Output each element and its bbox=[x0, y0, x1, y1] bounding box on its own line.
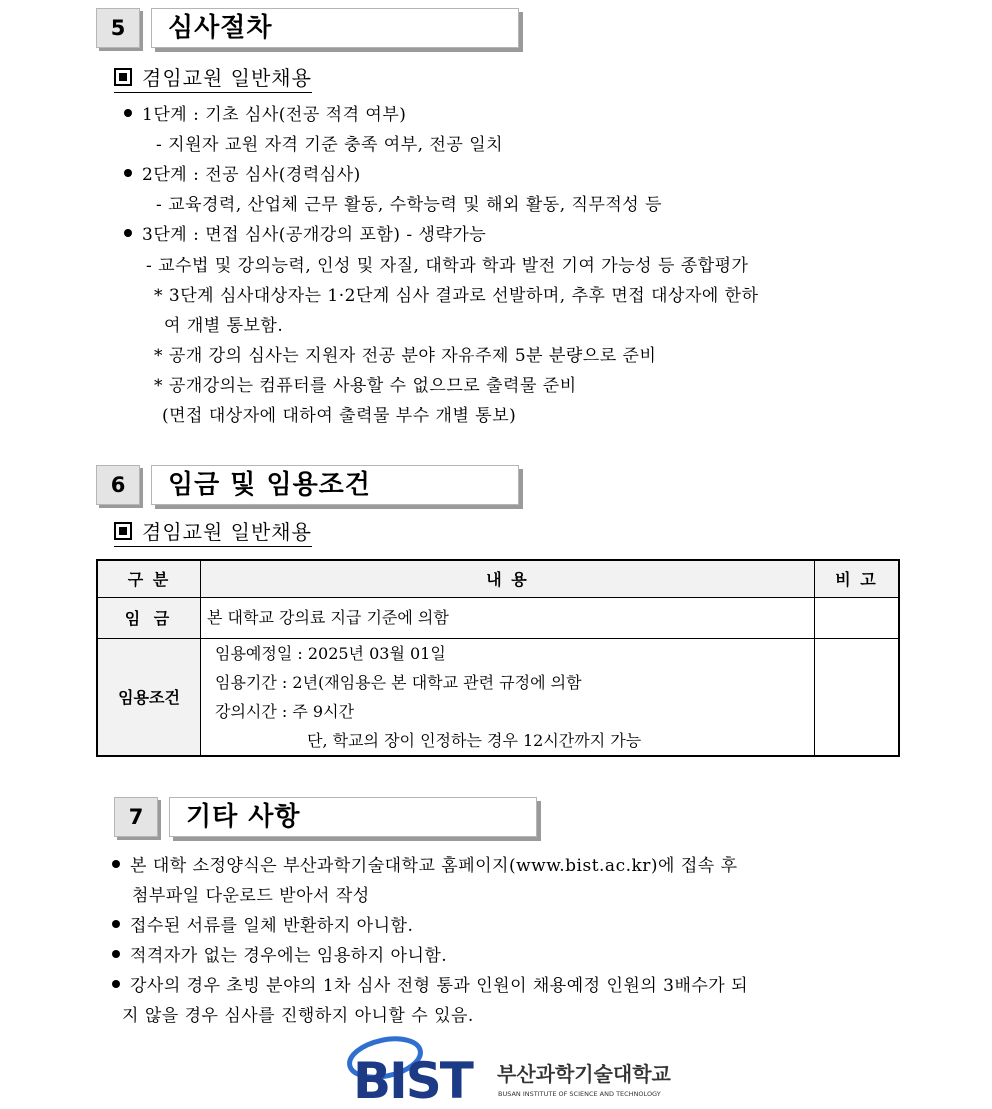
section-title: 임금 및 임용조건 bbox=[151, 465, 519, 505]
section-5-header bbox=[96, 8, 526, 52]
row-note bbox=[815, 597, 900, 638]
logo-name-en: BUSAN INSTITUTE OF SCIENCE AND TECHNOLOGY bbox=[498, 1090, 661, 1098]
header-note: 비 고 bbox=[815, 560, 900, 597]
square-bullet-icon bbox=[114, 68, 132, 86]
cell-line: 강의시간 : 주 9시간 bbox=[215, 701, 355, 721]
bullet-icon bbox=[124, 109, 132, 117]
section-7-header bbox=[114, 797, 544, 841]
list-item: * 공개 강의 심사는 지원자 전공 분야 자유주제 5분 분량으로 준비 bbox=[154, 346, 657, 366]
list-item: * 공개강의는 컴퓨터를 사용할 수 없으므로 출력물 준비 bbox=[154, 376, 577, 396]
row-label: 임 금 bbox=[97, 597, 201, 638]
list-item: 본 대학 소정양식은 부산과학기술대학교 홈페이지(www.bist.ac.kr)에 접속 후 bbox=[112, 851, 738, 876]
bullet-icon bbox=[112, 980, 120, 988]
list-item: 적격자가 없는 경우에는 임용하지 아니함. bbox=[112, 941, 447, 966]
list-item: 접수된 서류를 일체 반환하지 아니함. bbox=[112, 911, 413, 936]
list-item: 여 개별 통보함. bbox=[164, 316, 284, 336]
table-header-row bbox=[97, 560, 899, 597]
row-note bbox=[815, 638, 900, 756]
employment-conditions-table bbox=[96, 559, 900, 757]
section-title: 심사절차 bbox=[151, 8, 519, 48]
section-5-subhead: 겸임교원 일반채용 bbox=[114, 62, 312, 93]
section-6-header bbox=[96, 465, 526, 509]
bullet-icon bbox=[124, 169, 132, 177]
list-item: * 3단계 심사대상자는 1·2단계 심사 결과로 선발하며, 추후 면접 대상자에 한하 bbox=[154, 286, 759, 306]
cell-line: 단, 학교의 장이 인정하는 경우 12시간까지 가능 bbox=[307, 730, 642, 750]
bullet-icon bbox=[112, 860, 120, 868]
list-item: 첨부파일 다운로드 받아서 작성 bbox=[132, 886, 370, 906]
section-title: 기타 사항 bbox=[169, 797, 537, 837]
list-item: 2단계 : 전공 심사(경력심사) bbox=[124, 160, 361, 185]
list-item: - 교수법 및 강의능력, 인성 및 자질, 대학과 학과 발전 기여 가능성 등 종합평가 bbox=[146, 256, 749, 276]
bullet-icon bbox=[124, 229, 132, 237]
header-category: 구 분 bbox=[97, 560, 201, 597]
bullet-icon bbox=[112, 950, 120, 958]
row-content bbox=[201, 638, 815, 756]
bist-logo bbox=[345, 1032, 671, 1104]
logo-name-ko: 부산과학기술대학교 bbox=[497, 1062, 671, 1086]
bullet-icon bbox=[112, 920, 120, 928]
cell-line: 본 대학교 강의료 지급 기준에 의함 bbox=[207, 608, 449, 627]
list-item: 강사의 경우 초빙 분야의 1차 심사 전형 통과 인원이 채용예정 인원의 3배수가 되 bbox=[112, 971, 748, 996]
list-item: (면접 대상자에 대하여 출력물 부수 개별 통보) bbox=[162, 406, 517, 426]
table-row bbox=[97, 597, 899, 638]
svg-text:BIST: BIST bbox=[353, 1052, 472, 1104]
section-number: 5 bbox=[96, 8, 140, 48]
list-item: 지 않을 경우 심사를 진행하지 아니할 수 있음. bbox=[122, 1006, 474, 1026]
list-item: - 지원자 교원 자격 기준 충족 여부, 전공 일치 bbox=[156, 135, 504, 155]
section-number: 7 bbox=[114, 797, 158, 837]
row-label: 임용조건 bbox=[97, 638, 201, 756]
bist-logo-mark-icon bbox=[345, 1032, 485, 1104]
header-content: 내 용 bbox=[201, 560, 815, 597]
section-number: 6 bbox=[96, 465, 140, 505]
list-item: 3단계 : 면접 심사(공개강의 포함) - 생략가능 bbox=[124, 220, 486, 245]
cell-line: 임용예정일 : 2025년 03월 01일 bbox=[215, 643, 446, 663]
section-6-subhead: 겸임교원 일반채용 bbox=[114, 516, 312, 547]
table-row bbox=[97, 638, 899, 756]
square-bullet-icon bbox=[114, 522, 132, 540]
cell-line: 임용기간 : 2년(재임용은 본 대학교 관련 규정에 의함 bbox=[215, 672, 582, 692]
row-content bbox=[201, 597, 815, 638]
list-item: - 교육경력, 산업체 근무 활동, 수학능력 및 해외 활동, 직무적성 등 bbox=[156, 195, 663, 215]
list-item: 1단계 : 기초 심사(전공 적격 여부) bbox=[124, 100, 406, 125]
